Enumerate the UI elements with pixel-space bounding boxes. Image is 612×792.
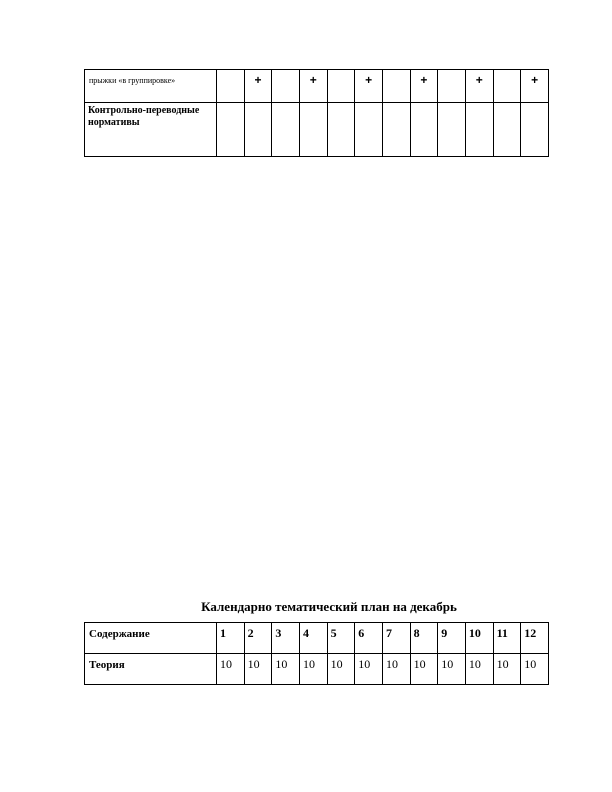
cell [465, 103, 493, 157]
exercise-table [84, 69, 549, 157]
cell [299, 103, 327, 157]
cell [382, 103, 410, 157]
cell [521, 103, 549, 157]
cell [493, 70, 521, 103]
value-cell: 10 [438, 654, 466, 685]
plan-title: Календарно тематический план на декабрь [201, 599, 457, 614]
cell [217, 70, 245, 103]
header-label: Содержание [85, 623, 217, 654]
lesson-number: 5 [327, 623, 355, 654]
lesson-number: 10 [465, 623, 493, 654]
cell [410, 103, 438, 157]
lesson-number: 8 [410, 623, 438, 654]
value-cell: 10 [465, 654, 493, 685]
row-label: Контрольно-переводные нормативы [85, 103, 217, 157]
cell [327, 103, 355, 157]
row-label: Теория [85, 654, 217, 685]
lesson-number: 2 [244, 623, 272, 654]
value-cell: 10 [410, 654, 438, 685]
cell [438, 70, 466, 103]
cell [244, 103, 272, 157]
value-cell: 10 [382, 654, 410, 685]
cell: + [355, 70, 383, 103]
table-row [85, 623, 549, 654]
value-cell: 10 [244, 654, 272, 685]
cell: + [465, 70, 493, 103]
value-cell: 10 [299, 654, 327, 685]
cell [438, 103, 466, 157]
lesson-number: 6 [355, 623, 383, 654]
cell [355, 103, 383, 157]
value-cell: 10 [521, 654, 549, 685]
lesson-number: 7 [382, 623, 410, 654]
cell: + [244, 70, 272, 103]
row-label: прыжки «в группировке» [85, 70, 217, 103]
plan-table [84, 622, 549, 685]
value-cell: 10 [493, 654, 521, 685]
value-cell: 10 [327, 654, 355, 685]
cell [493, 103, 521, 157]
cell: + [521, 70, 549, 103]
cell [327, 70, 355, 103]
cell: + [410, 70, 438, 103]
lesson-number: 12 [521, 623, 549, 654]
lesson-number: 9 [438, 623, 466, 654]
lesson-number: 11 [493, 623, 521, 654]
cell [217, 103, 245, 157]
lesson-number: 3 [272, 623, 300, 654]
cell [272, 70, 300, 103]
table-row [85, 103, 549, 157]
cell: + [299, 70, 327, 103]
cell [272, 103, 300, 157]
cell [382, 70, 410, 103]
value-cell: 10 [217, 654, 245, 685]
table-row [85, 654, 549, 685]
value-cell: 10 [355, 654, 383, 685]
value-cell: 10 [272, 654, 300, 685]
lesson-number: 1 [217, 623, 245, 654]
table-row [85, 70, 549, 103]
lesson-number: 4 [299, 623, 327, 654]
